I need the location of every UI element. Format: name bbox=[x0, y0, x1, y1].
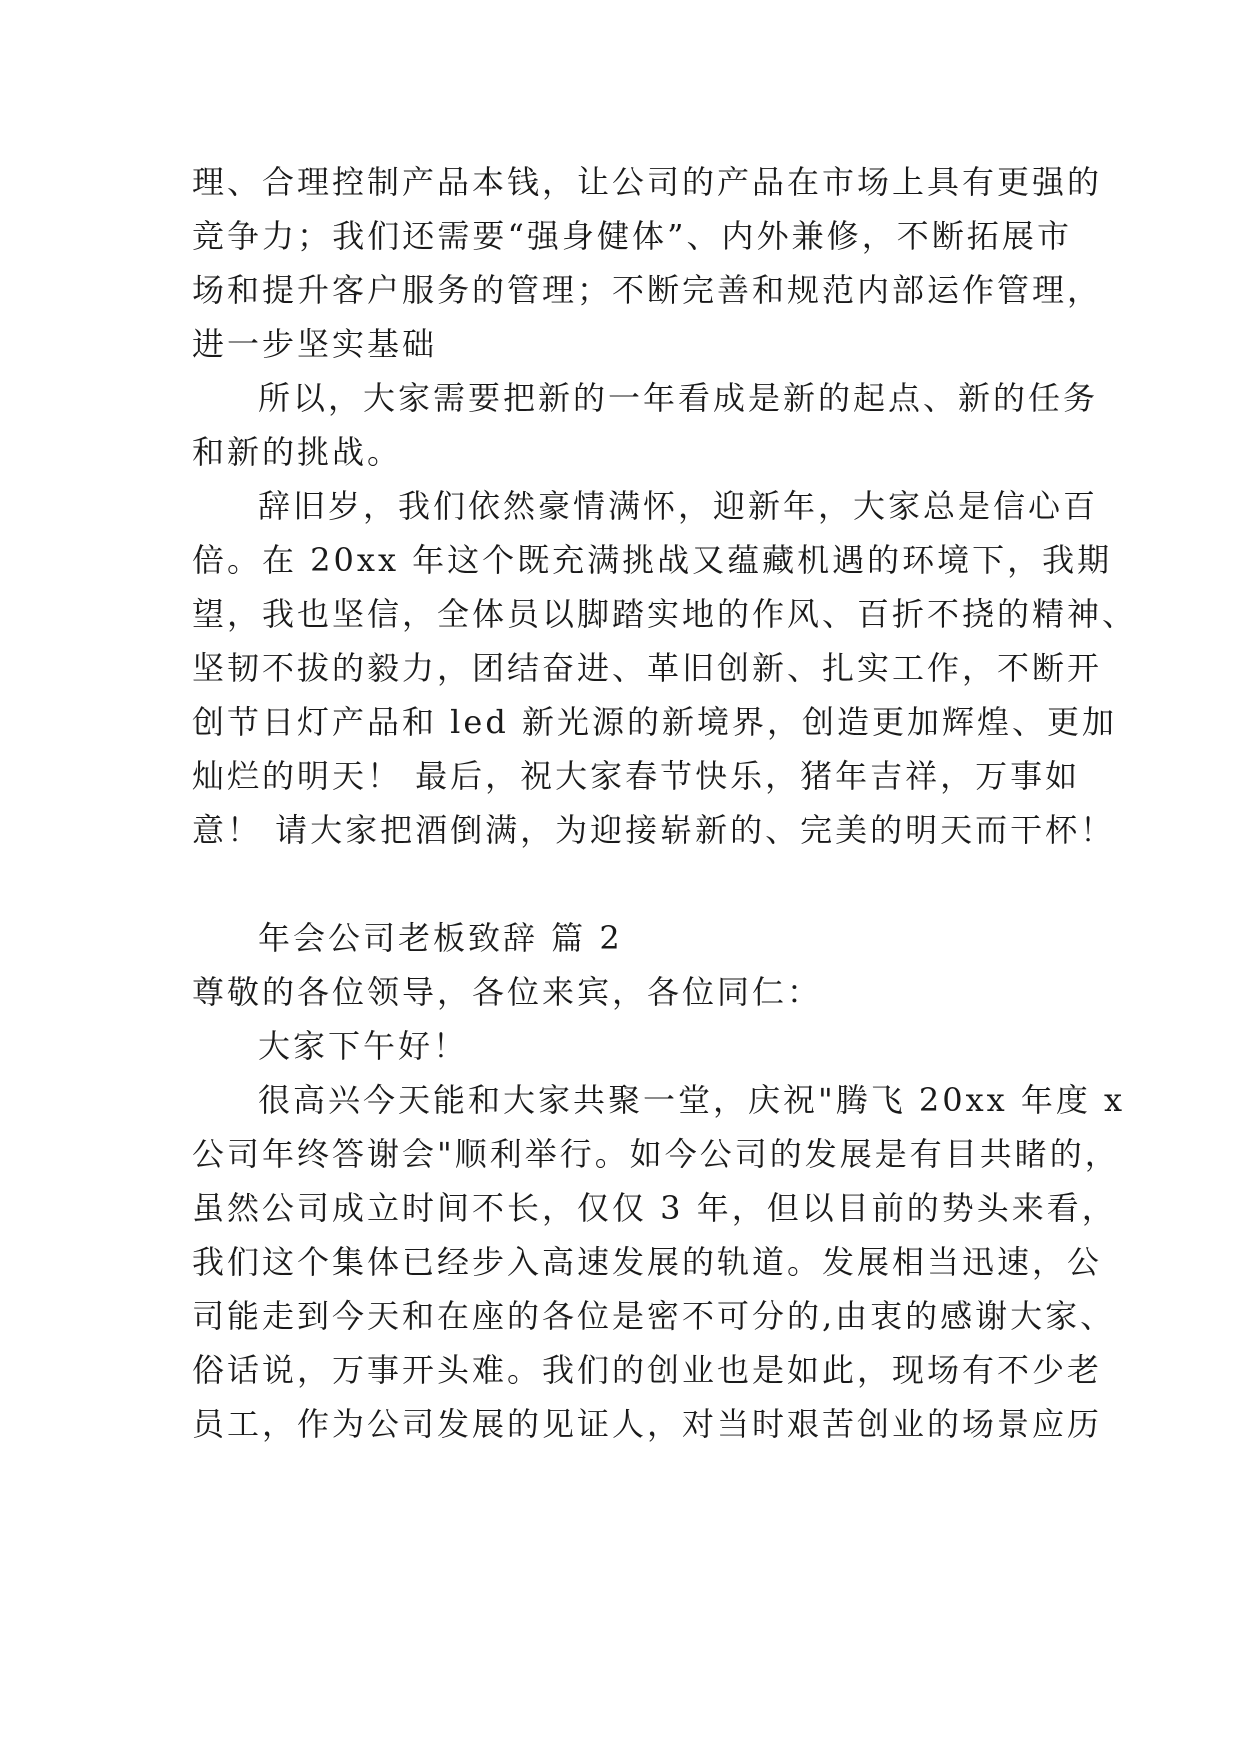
section-heading: 年会公司老板致辞 篇 2 bbox=[258, 919, 623, 957]
paragraph-line: 很高兴今天能和大家共聚一堂，庆祝"腾飞 20xx 年度 x bbox=[258, 1081, 1126, 1119]
paragraph-line: 灿烂的明天！ 最后，祝大家春节快乐，猪年吉祥，万事如 bbox=[192, 757, 1081, 795]
paragraph-line: 竞争力；我们还需要“强身健体”、内外兼修，不断拓展市 bbox=[192, 217, 1072, 255]
greeting: 大家下午好！ bbox=[258, 1027, 469, 1065]
paragraph-line: 望，我也坚信，全体员以脚踏实地的作风、百折不挠的精神、 bbox=[192, 595, 1138, 633]
paragraph-line: 虽然公司成立时间不长，仅仅 3 年，但以目前的势头来看， bbox=[192, 1189, 1117, 1227]
paragraph-line: 进一步坚实基础 bbox=[192, 325, 438, 363]
paragraph-line: 坚韧不拔的毅力，团结奋进、革旧创新、扎实工作，不断开 bbox=[192, 649, 1103, 687]
paragraph-line: 意！ 请大家把酒倒满，为迎接崭新的、完美的明天而干杯！ bbox=[192, 811, 1116, 849]
paragraph-line: 和新的挑战。 bbox=[192, 433, 403, 471]
paragraph-line: 我们这个集体已经步入高速发展的轨道。发展相当迅速，公 bbox=[192, 1243, 1103, 1281]
paragraph-line: 创节日灯产品和 led 新光源的新境界，创造更加辉煌、更加 bbox=[192, 703, 1118, 741]
paragraph-line: 场和提升客户服务的管理；不断完善和规范内部运作管理， bbox=[192, 271, 1103, 309]
paragraph-line: 俗话说，万事开头难。我们的创业也是如此，现场有不少老 bbox=[192, 1351, 1103, 1389]
paragraph-line: 公司年终答谢会"顺利举行。如今公司的发展是有目共睹的， bbox=[192, 1135, 1120, 1173]
paragraph-line: 所以，大家需要把新的一年看成是新的起点、新的任务 bbox=[258, 379, 1099, 417]
paragraph-line: 理、合理控制产品本钱，让公司的产品在市场上具有更强的 bbox=[192, 163, 1103, 201]
salutation: 尊敬的各位领导，各位来宾，各位同仁： bbox=[192, 973, 823, 1011]
paragraph-line: 倍。在 20xx 年这个既充满挑战又蕴藏机遇的环境下，我期 bbox=[192, 541, 1113, 579]
paragraph-line: 司能走到今天和在座的各位是密不可分的,由衷的感谢大家、 bbox=[192, 1297, 1116, 1335]
paragraph-line: 员工，作为公司发展的见证人，对当时艰苦创业的场景应历 bbox=[192, 1405, 1103, 1443]
paragraph-line: 辞旧岁，我们依然豪情满怀，迎新年，大家总是信心百 bbox=[258, 487, 1099, 525]
